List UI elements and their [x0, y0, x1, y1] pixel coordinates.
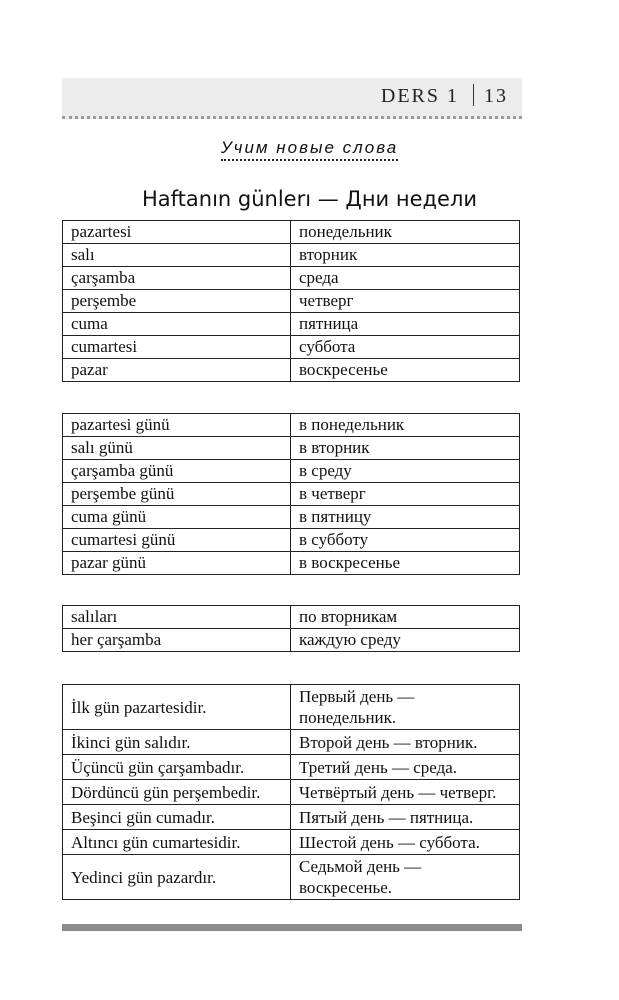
table-row — [63, 267, 520, 290]
lesson-label: DERS 1 — [380, 85, 459, 107]
turkish-cell: Üçüncü gün çarşambadır. — [63, 755, 291, 780]
turkish-cell: her çarşamba — [63, 629, 291, 652]
table-row — [63, 830, 520, 855]
russian-cell: в вторник — [291, 437, 520, 460]
russian-cell: Седьмой день — воскресенье. — [291, 855, 520, 900]
russian-cell: в понедельник — [291, 414, 520, 437]
page-header — [62, 78, 522, 119]
russian-cell: в среду — [291, 460, 520, 483]
turkish-cell: pazar — [63, 359, 291, 382]
table-row — [63, 221, 520, 244]
turkish-cell: İlk gün pazartesidir. — [63, 685, 291, 730]
table-row — [63, 244, 520, 267]
table-row — [63, 414, 520, 437]
russian-cell: Шестой день — суббота. — [291, 830, 520, 855]
turkish-cell: perşembe günü — [63, 483, 291, 506]
turkish-cell: pazartesi günü — [63, 414, 291, 437]
russian-cell: в воскресенье — [291, 552, 520, 575]
turkish-cell: Yedinci gün pazardır. — [63, 855, 291, 900]
russian-cell: четверг — [291, 290, 520, 313]
russian-cell: воскресенье — [291, 359, 520, 382]
table-row — [63, 552, 520, 575]
turkish-cell: salıları — [63, 606, 291, 629]
topic-title: Haftanın günlerı — Дни недели — [141, 187, 478, 211]
russian-cell: Второй день — вторник. — [291, 730, 520, 755]
turkish-cell: çarşamba — [63, 267, 291, 290]
table-row — [63, 336, 520, 359]
turkish-cell: cumartesi — [63, 336, 291, 359]
running-head — [381, 84, 508, 108]
russian-cell: Первый день — понедельник. — [291, 685, 520, 730]
turkish-cell: pazartesi — [63, 221, 291, 244]
russian-cell: в пятницу — [291, 506, 520, 529]
on-day-table — [62, 413, 520, 575]
turkish-cell: cumartesi günü — [63, 529, 291, 552]
section-title — [0, 138, 619, 158]
turkish-cell: pazar günü — [63, 552, 291, 575]
table-row — [63, 529, 520, 552]
turkish-cell: Altıncı gün cumartesidir. — [63, 830, 291, 855]
russian-cell: Третий день — среда. — [291, 755, 520, 780]
russian-cell: вторник — [291, 244, 520, 267]
table-row — [63, 730, 520, 755]
page-number: 13 — [484, 85, 508, 107]
table-row — [63, 437, 520, 460]
table-row — [63, 755, 520, 780]
table-row — [63, 290, 520, 313]
table-row — [63, 855, 520, 900]
russian-cell: в четверг — [291, 483, 520, 506]
table-row — [63, 780, 520, 805]
turkish-cell: cuma — [63, 313, 291, 336]
footer-bar — [62, 924, 522, 931]
table-row — [63, 460, 520, 483]
turkish-cell: Dördüncü gün perşembedir. — [63, 780, 291, 805]
section-title-text: Учим новые слова — [221, 138, 398, 161]
russian-cell: в субботу — [291, 529, 520, 552]
table-row — [63, 685, 520, 730]
russian-cell: Четвёртый день — четверг. — [291, 780, 520, 805]
turkish-cell: Beşinci gün cumadır. — [63, 805, 291, 830]
turkish-cell: cuma günü — [63, 506, 291, 529]
russian-cell: суббота — [291, 336, 520, 359]
table-row — [63, 359, 520, 382]
table-row — [63, 805, 520, 830]
sentences-table — [62, 684, 520, 900]
turkish-cell: çarşamba günü — [63, 460, 291, 483]
russian-cell: каждую среду — [291, 629, 520, 652]
russian-cell: понедельник — [291, 221, 520, 244]
table-row — [63, 313, 520, 336]
russian-cell: пятница — [291, 313, 520, 336]
recurring-table — [62, 605, 520, 652]
table-row — [63, 483, 520, 506]
turkish-cell: salı günü — [63, 437, 291, 460]
turkish-cell: perşembe — [63, 290, 291, 313]
table-row — [63, 629, 520, 652]
turkish-cell: İkinci gün salıdır. — [63, 730, 291, 755]
table-row — [63, 606, 520, 629]
russian-cell: Пятый день — пятница. — [291, 805, 520, 830]
header-divider — [473, 84, 474, 106]
russian-cell: по вторникам — [291, 606, 520, 629]
days-table — [62, 220, 520, 382]
turkish-cell: salı — [63, 244, 291, 267]
table-row — [63, 506, 520, 529]
russian-cell: среда — [291, 267, 520, 290]
